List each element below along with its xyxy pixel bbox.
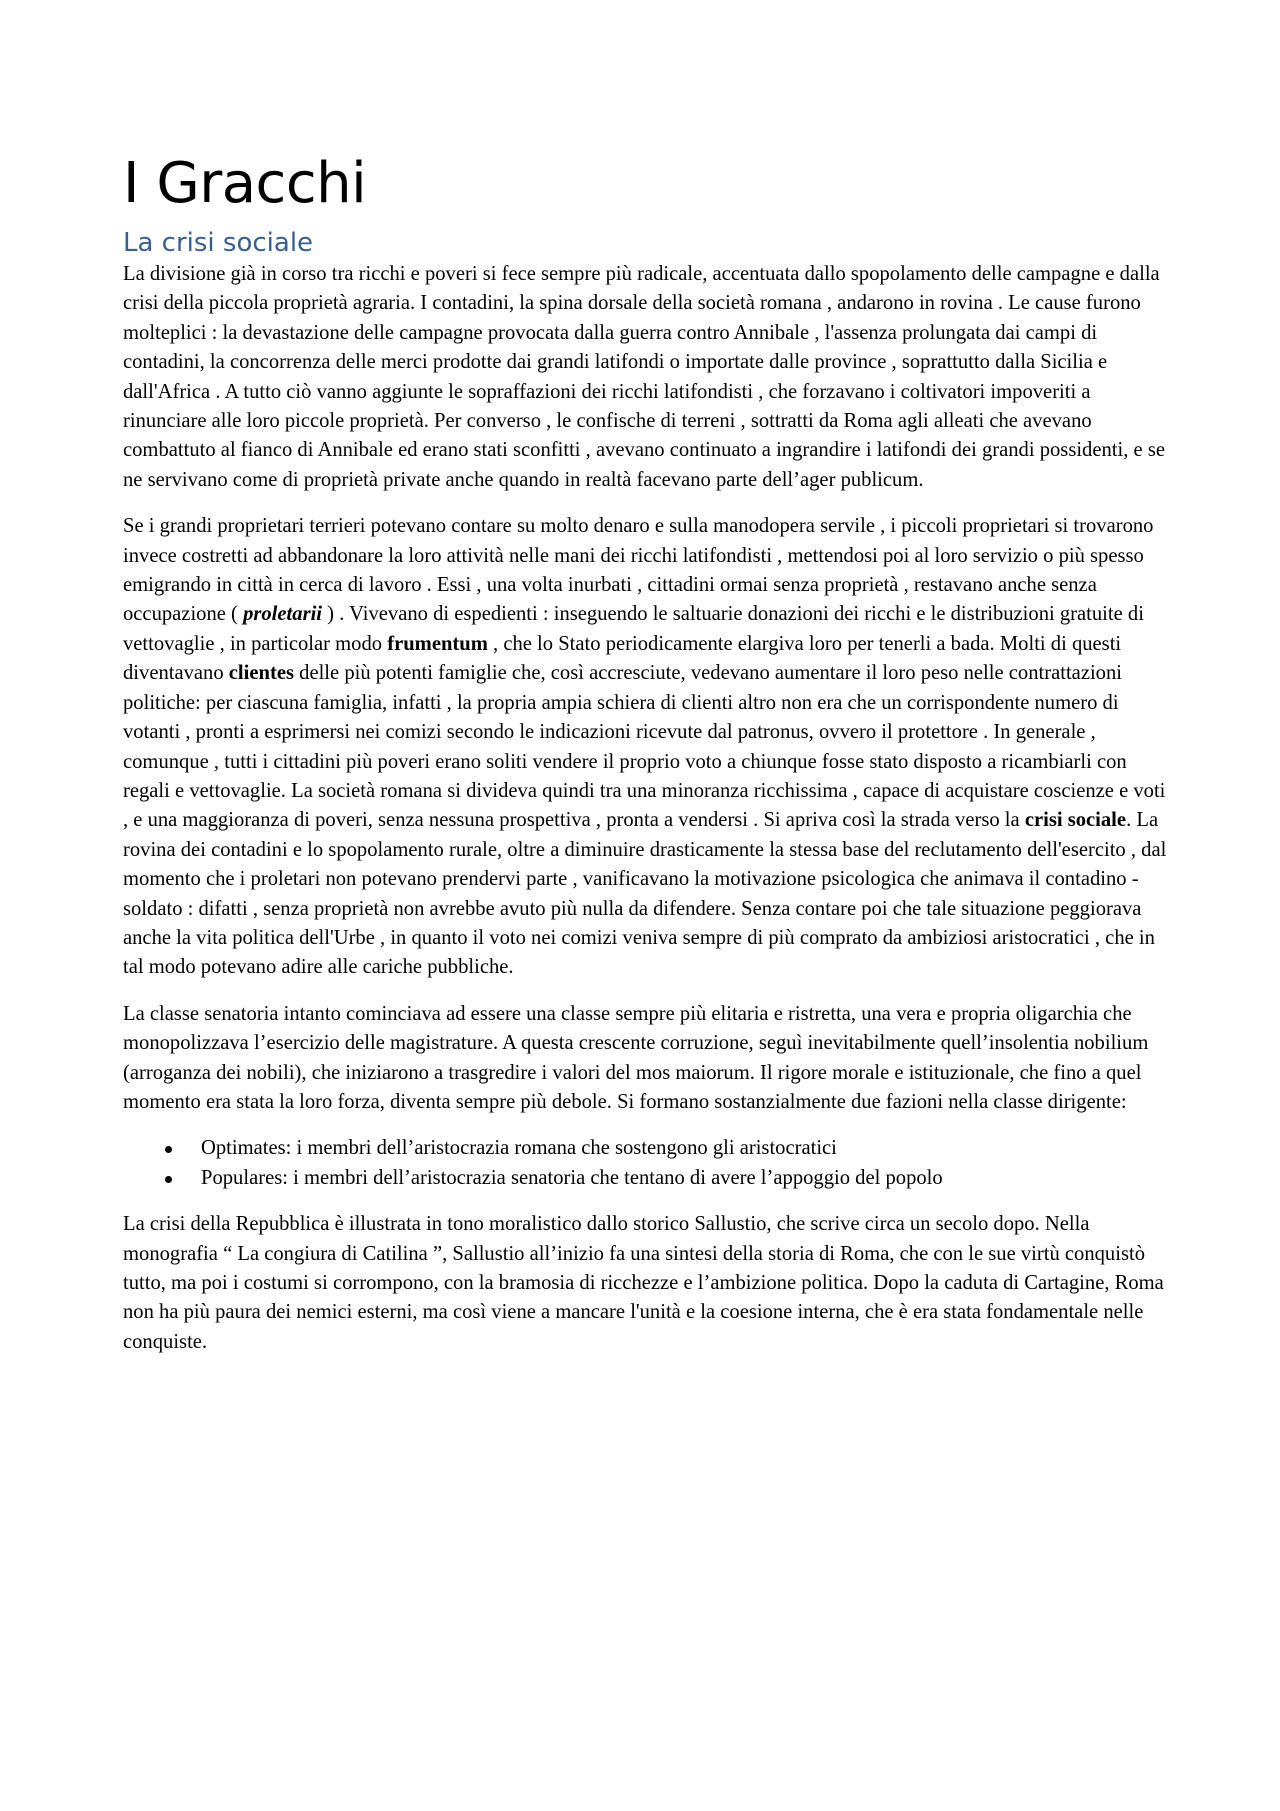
term-crisi-sociale: crisi sociale xyxy=(1024,809,1127,832)
paragraph-2-text-5: . La rovina dei contadini e lo spopolamento rurale, oltre a diminuire drasticamente la stessa base del reclutamento dell'esercito , dal momento che i proletari non potevano prendervi parte , vanificavano la motivazione psicologica che animava il contadino - soldato : difatti , senza proprietà non avrebbe avuto più nulla da difendere. Senza contare poi che tale situazione peggiorava anche la vita politica dell'Urbe , in quanto il voto nei comizi veniva sempre di più comprato da ambiziosi aristocratici , che in tal modo potevano adire alle cariche pubbliche. xyxy=(123,809,1167,979)
document-page xyxy=(123,150,1168,1374)
section-heading: La crisi sociale xyxy=(123,228,314,258)
paragraph-2-text-3: , che lo Stato periodicamente elargiva loro per tenerli a bada. Molti di questi diventavano xyxy=(123,632,1122,685)
paragraph-3: La classe senatoria intanto cominciava ad essere una classe sempre più elitaria e ristretta, una vera e propria oligarchia che monopolizzava l’esercizio delle magistrature. A questa crescente corruzione, seguì inevitabilmente quell’insolentia nobilium (arroganza dei nobili), che iniziarono a trasgredire i valori del mos maiorum. Il rigore morale e istituzionale, che fino a quel momento era stata la loro forza, diventa sempre più debole. Si formano sostanzialmente due fazioni nella classe dirigente: xyxy=(123,1002,1149,1113)
paragraph-2-text-1: Se i grandi proprietari terrieri potevano contare su molto denaro e sulla manodopera servile , i piccoli proprietari si trovarono invece costretti ad abbandonare la loro attività nelle mani dei ricchi latifondisti , mettendosi poi al loro servizio o più spesso emigrando in città in cerca di lavoro . Essi , una volta inurbati , cittadini ormai senza proprietà , restavano anche senza occupazione ( xyxy=(123,515,1154,626)
term-proletarii: proletarii xyxy=(243,603,323,626)
paragraph-2 xyxy=(123,512,1168,983)
list-item: Optimates: i membri dell’aristocrazia romana che sostengono gli aristocratici xyxy=(123,1134,1168,1163)
paragraph-1: La divisione già in corso tra ricchi e poveri si fece sempre più radicale, accentuata dallo spopolamento delle campagne e dalla crisi della piccola proprietà agraria. I contadini, la spina dorsale della società romana , andarono in rovina . Le cause furono molteplici : la devastazione delle campagne provocata dalla guerra contro Annibale , l'assenza prolungata dai campi di contadini, la concorrenza delle merci prodotte dai grandi latifondi o importate dalle province , soprattutto dalla Sicilia e dall'Africa . A tutto ciò vanno aggiunte le sopraffazioni dei ricchi latifondisti , che forzavano i coltivatori impoveriti a rinunciare alle loro piccole proprietà. Per converso , le confische di terreni , sottratti da Roma agli alleati che avevano combattuto al fianco di Annibale ed erano stati sconfitti , avevano continuato a ingrandire i latifondi dei grandi possidenti, e se ne servivano come di proprietà private anche quando in realtà facevano parte dell’ager publicum. xyxy=(123,263,1165,491)
paragraph-4: La crisi della Repubblica è illustrata in tono moralistico dallo storico Sallustio, che scrive circa un secolo dopo. Nella monografia “ La congiura di Catilina ”, Sallustio all’inizio fa una sintesi della storia di Roma, che con le sue virtù conquistò tutto, ma poi i costumi si corrompono, con la bramosia di ricchezze e l’ambizione politica. Dopo la caduta di Cartagine, Roma non ha più paura dei nemici esterni, ma così viene a mancare l'unità e la coesione interna, che è era stata fondamentale nelle conquiste. xyxy=(123,1213,1164,1353)
paragraph-2-text-2: ) . Vivevano di espedienti : inseguendo le saltuarie donazioni dei ricchi e le distribuzioni gratuite di vettovaglie , in particolar modo xyxy=(123,603,1144,655)
term-frumentum: frumentum xyxy=(387,632,488,655)
list-item: Populares: i membri dell’aristocrazia senatoria che tentano di avere l’appoggio del popolo xyxy=(123,1164,1168,1193)
document-title: I Gracchi xyxy=(123,151,367,216)
paragraph-2-text-4: delle più potenti famiglie che, così accresciute, vedevano aumentare il loro peso nelle contrattazioni politiche: per ciascuna famiglia, infatti , la propria ampia schiera di clienti altro non era che un corrispondente numero di votanti , pronti a esprimersi nei comizi secondo le indicazioni ricevute dal patronus, ovvero il protettore . In generale , comunque , tutti i cittadini più poveri erano soliti vendere il proprio voto a chiunque fosse stato disposto a ricambiarli con regali e vettovaglie. La società romana si divideva quindi tra una minoranza ricchissima , capace di acquistare coscienze e voti , e una maggioranza di poveri, senza nessuna prospettiva , pronta a vendersi . Si apriva così la strada verso la xyxy=(123,662,1166,832)
factions-list xyxy=(123,1134,1168,1193)
term-clientes: clientes xyxy=(228,662,294,685)
